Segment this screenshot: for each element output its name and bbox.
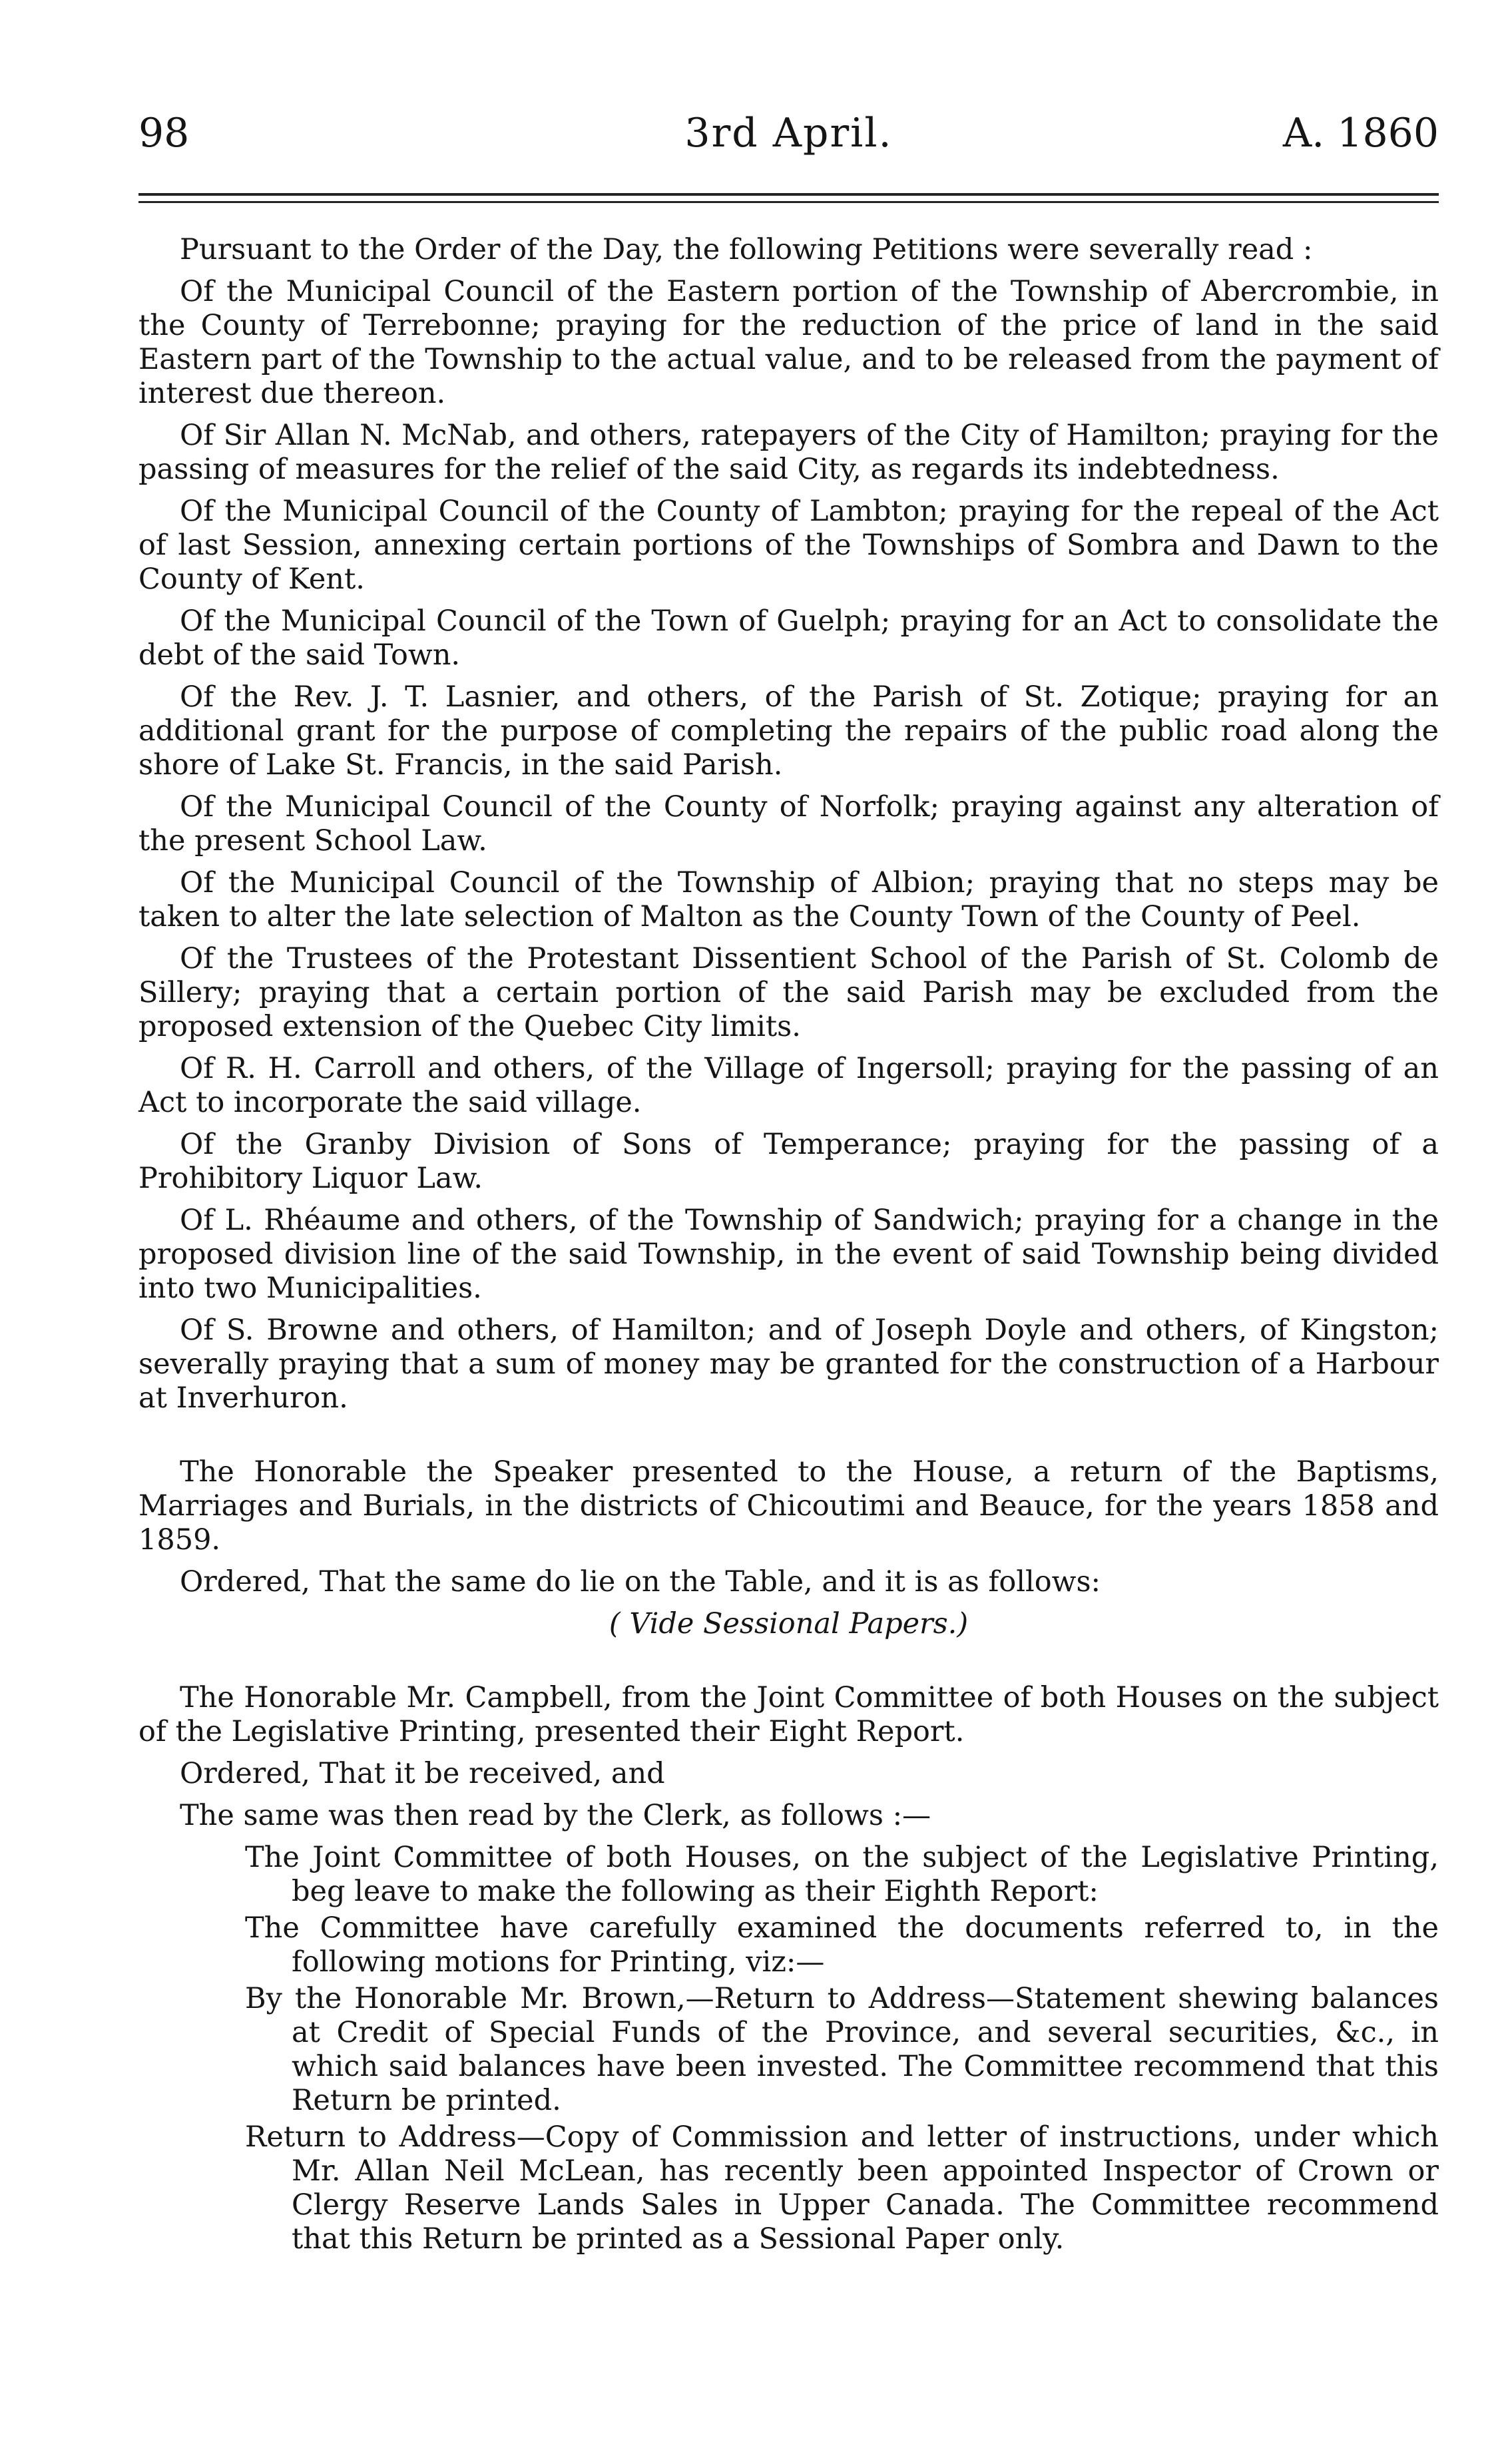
petitions-intro: Pursuant to the Order of the Day, the following Petitions were severally read : — [180, 233, 1313, 266]
section-gap — [138, 1649, 1439, 1681]
petition-item: Of Sir Allan N. McNab, and others, ratepayers of the City of Hamilton; praying for the passing of measures for the relief of the said City, as regards its indebtedness. — [138, 419, 1439, 486]
running-header — [138, 110, 1439, 163]
petition-item: Of the Municipal Council of the County of Norfolk; praying against any alteration of the present School Law. — [138, 790, 1439, 858]
header-rule-thin — [138, 201, 1439, 203]
report-line: Return to Address—Copy of Commission and letter of instructions, under which Mr. Allan Neil McLean, has recently been appointed Inspector of Crown or Clergy Reserve Lands Sales in Upper Canada. The Committee recommend that this Return be printed as a Sessional Paper only. — [245, 2120, 1439, 2256]
campbell-report-text: The Honorable Mr. Campbell, from the Joint Committee of both Houses on the subject of the Legislative Printing, presented their Eight Report. — [138, 1681, 1439, 1748]
petition-item: Of S. Browne and others, of Hamilton; and of Joseph Doyle and others, of Kingston; severally praying that a sum of money may be granted for the construction of a Harbour at Inverhuron. — [138, 1314, 1439, 1415]
petition-item: Of the Municipal Council of the Township of Albion; praying that no steps may be taken to alter the late selection of Malton as the County Town of the County of Peel. — [138, 866, 1439, 933]
campbell-report-read: The same was then read by the Clerk, as follows :— — [180, 1799, 931, 1832]
petition-item: Of the Municipal Council of the County of Lambton; praying for the repeal of the Act of last Session, annexing certain portions of the Townships of Sombra and Dawn to the County of Kent. — [138, 495, 1439, 596]
petition-item: Of L. Rhéaume and others, of the Township of Sandwich; praying for a change in the proposed division line of the said Township, in the event of said Township being divided into two Municipalities. — [138, 1204, 1439, 1305]
section-gap — [138, 1423, 1439, 1455]
speaker-return-text: The Honorable the Speaker presented to the House, a return of the Baptisms, Marriages and Burials, in the districts of Chicoutimi and Beauce, for the years 1858 and 1859. — [138, 1455, 1439, 1557]
petition-item: Of the Municipal Council of the Eastern portion of the Township of Abercrombie, in the County of Terrebonne; praying for the reduction of the price of land in the said Eastern part of the Township to the actual value, and to be released from the payment of interest due thereon. — [138, 275, 1439, 410]
report-line: The Joint Committee of both Houses, on the subject of the Legislative Printing, beg leave to make the following as their Eighth Report: — [245, 1841, 1439, 1908]
header-rule — [138, 193, 1439, 196]
header-year: A. 1860 — [1282, 110, 1439, 156]
report-line: By the Honorable Mr. Brown,—Return to Address—Statement shewing balances at Credit of Special Funds of the Province, and several securities, &c., in which said balances have been invested. The Committee recommend that this Return be printed. — [245, 1982, 1439, 2117]
header-date: 3rd April. — [684, 110, 893, 156]
petition-item: Of the Rev. J. T. Lasnier, and others, of the Parish of St. Zotique; praying for an additional grant for the purpose of completing the repairs of the public road along the shore of Lake St. Francis, in the said Parish. — [138, 680, 1439, 782]
page-body — [138, 233, 1439, 2259]
petition-item: Of the Granby Division of Sons of Temperance; praying for the passing of a Prohibitory Liquor Law. — [138, 1128, 1439, 1195]
petition-item: Of the Municipal Council of the Town of Guelph; praying for an Act to consolidate the debt of the said Town. — [138, 605, 1439, 672]
speaker-return-ordered: Ordered, That the same do lie on the Table, and it is as follows: — [180, 1565, 1101, 1599]
campbell-report-ordered: Ordered, That it be received, and — [180, 1757, 665, 1790]
vide-sessional-papers: ( Vide Sessional Papers.) — [609, 1607, 969, 1640]
petition-item: Of the Trustees of the Protestant Dissentient School of the Parish of St. Colomb de Sillery; praying that a certain portion of the said Parish may be excluded from the proposed extension of the Quebec City limits. — [138, 942, 1439, 1043]
report-line: The Committee have carefully examined the documents referred to, in the following motions for Printing, viz:— — [245, 1911, 1439, 1979]
petition-item: Of R. H. Carroll and others, of the Village of Ingersoll; praying for the passing of an Act to incorporate the said village. — [138, 1052, 1439, 1119]
page-number: 98 — [138, 110, 190, 156]
